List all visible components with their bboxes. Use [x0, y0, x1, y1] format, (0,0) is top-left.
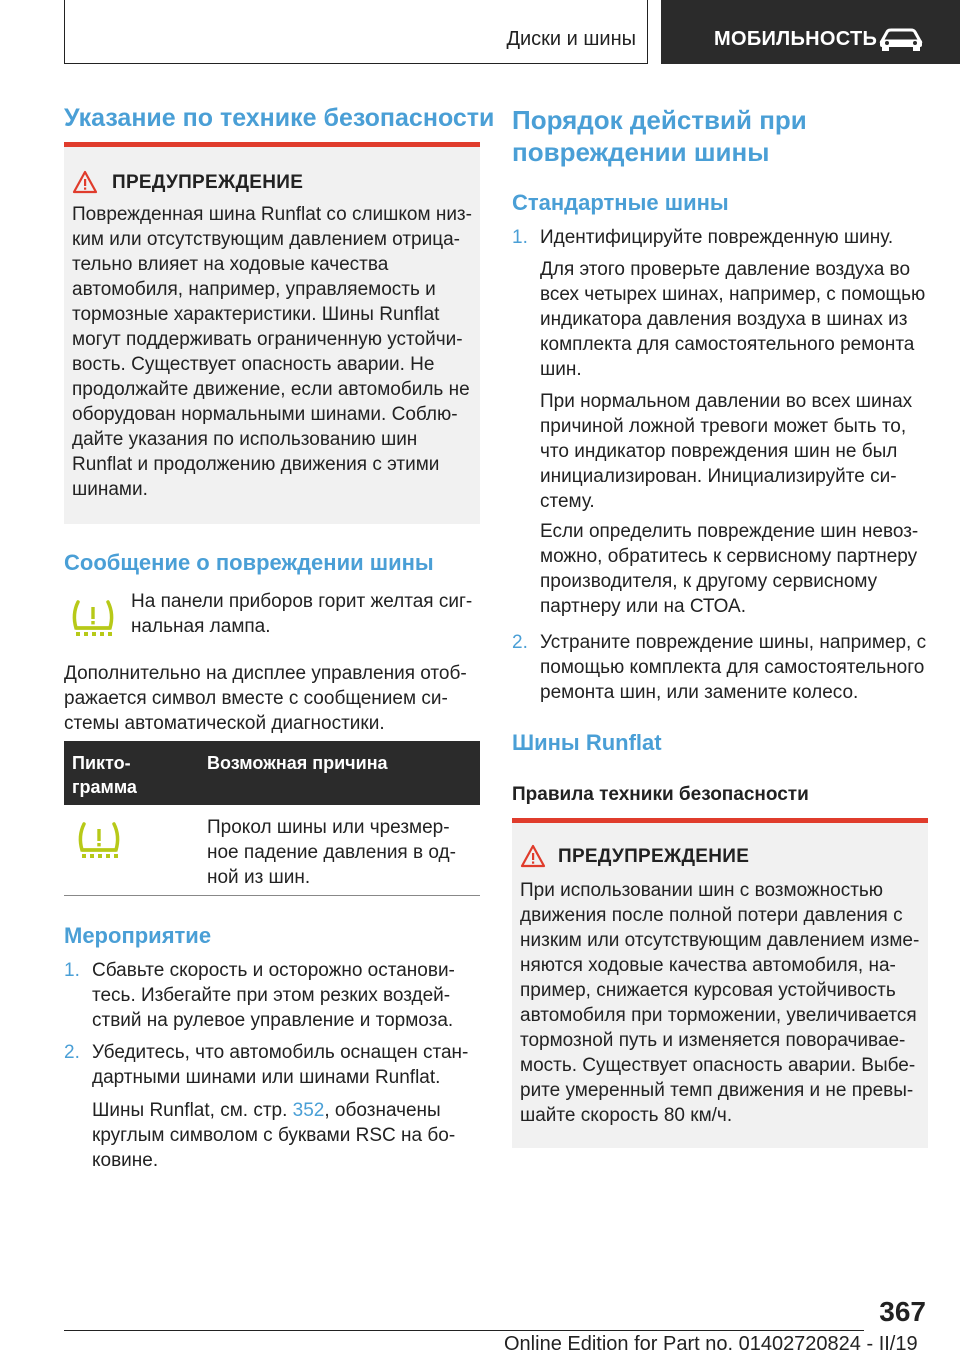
runflat-heading: Шины Runflat	[512, 730, 662, 755]
tire-pressure-warning-icon	[70, 598, 116, 640]
warning-title: ПРЕДУПРЕЖДЕНИЕ	[558, 846, 750, 867]
page-link[interactable]: 352	[292, 1100, 325, 1121]
rules-heading: Правила техники безопасности	[512, 784, 809, 805]
warning-title: ПРЕДУПРЕЖДЕНИЕ	[112, 172, 304, 193]
runflat-reference: Шины Runflat, см. стр. 352, обозначены круглым символом с буквами RSC на бо- ковине.	[92, 1100, 456, 1171]
tire-pressure-warning-icon	[76, 820, 122, 862]
step-number: 2.	[64, 1042, 80, 1063]
table-cell-cause: Прокол шины или чрезмер- ное падение давления в од- ной из шин.	[207, 817, 456, 888]
step-text: Сбавьте скорость и осторожно останови- тесь. Избегайте при этом резких воздей- ствий на рулевое управление и тормоза.	[92, 960, 455, 1031]
step-text: Устраните повреждение шины, например, с помощью комплекта для самостоятельного ремонта шин, или замените колесо.	[540, 632, 927, 703]
damage-heading: Сообщение о повреждении шины	[64, 550, 434, 575]
table-bottom-rule	[64, 895, 480, 896]
step-text: Идентифицируйте поврежденную шину.	[540, 227, 894, 248]
step-number: 1.	[512, 227, 528, 248]
display-text: Дополнительно на дисплее управления отоб- ражается символ вместе с сообщением си- стемы автоматической диагностики.	[64, 663, 467, 734]
step-paragraph: Для этого проверьте давление воздуха во всех четырех шинах, например, с помощью индикатора давления воздуха в шинах из комплекта для самостоятельного ремонта шин.	[540, 259, 926, 380]
page-number: 367	[879, 1296, 926, 1327]
step-number: 2.	[512, 632, 528, 653]
step-text: Убедитесь, что автомобиль оснащен стан- дартными шинами или шинами Runflat.	[92, 1042, 469, 1088]
table-col-pictogram: Пикто- грамма	[72, 753, 137, 797]
table-col-cause: Возможная причина	[207, 753, 388, 773]
step-number: 1.	[64, 960, 80, 981]
warning-text: При использовании шин с возможностью движения после полной потери давления с низким или отсутствующим давлением изме- няются ходовые качества автомобиля, на- пример, снижается курсовая устойчивость автомобиля при торможении, увеличивается тормозной путь и изменяется поворачивае- мость. Существует опасность аварии. Выбе- рите умеренный темп движения и не превы- шайте скорость 80 км/ч.	[520, 880, 920, 1126]
header-chapter-title: МОБИЛЬНОСТЬ	[714, 28, 878, 50]
step-paragraph: При нормальном давлении во всех шинах причиной ложной тревоги может быть то, что индикатор повреждения шин не был инициализирован. Инициализируйте си- стему.	[540, 391, 913, 512]
lamp-text: На панели приборов горит желтая сиг- нальная лампа.	[131, 591, 473, 637]
measures-heading: Мероприятие	[64, 923, 212, 948]
step-paragraph: Если определить повреждение шин невоз- можно, обратитесь к сервисному партнеру производителя, к другому сервисному партнеру или на СТОА.	[540, 521, 919, 617]
header-section-title: Диски и шины	[506, 28, 636, 50]
warning-triangle-icon	[520, 844, 546, 868]
standard-tires-heading: Стандартные шины	[512, 190, 729, 215]
safety-heading: Указание по технике безопасности	[64, 104, 495, 132]
car-icon	[878, 27, 924, 51]
warning-text: Поврежденная шина Runflat со слишком низ- ким или отсутствующим давлением отрица- тельно влияет на ходовые качества автомобиля, например, управляемость и тормозные характеристики. Шины Runflat могут поддерживать ограниченную устойчи- вость. Существует опасность аварии. Не продолжайте движение, если автомобиль не оборудован нормальными шинами. Соблю- дайте указания по использованию шин Runflat и продолжению движения с этими шинами.	[72, 204, 472, 500]
edition-note: Online Edition for Part no. 01402720824 - II/19	[504, 1333, 918, 1355]
procedure-heading: Порядок действий при повреждении шины	[512, 105, 807, 167]
warning-triangle-icon	[72, 170, 98, 194]
footer-rule	[64, 1330, 864, 1331]
